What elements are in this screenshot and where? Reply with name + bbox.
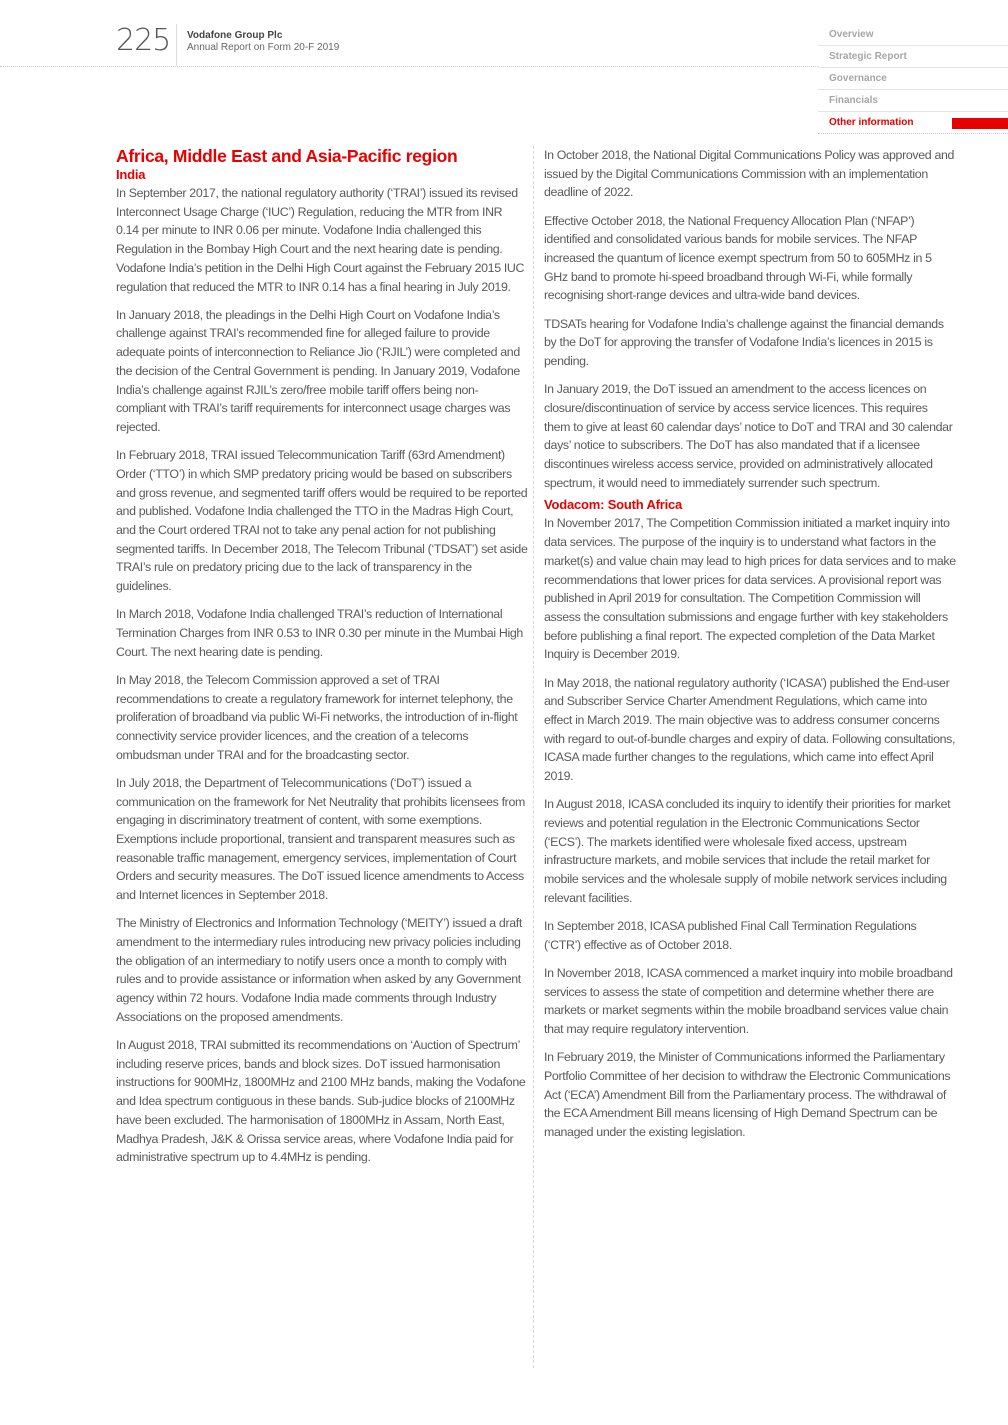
paragraph: In March 2018, Vodafone India challenged TRAI’s reduction of International Termination Charges from INR 0.53 to INR 0.30 per minute in the Mumbai High Court. The next hearing date is pending. [116, 607, 523, 659]
page-number: 225 [116, 23, 171, 58]
nav-item-governance[interactable] [818, 68, 1008, 90]
right-column [544, 146, 956, 1151]
paragraph: In October 2018, the National Digital Communications Policy was approved and issued by the Digital Communications Commission with an implementation deadline of 2022. [544, 148, 955, 200]
nav-item-label: Strategic Report [829, 51, 907, 62]
subsection-title-india: India [116, 167, 146, 182]
paragraph: In May 2018, the national regulatory authority (‘ICASA’) published the End-user and Subscriber Service Charter Amendment Regulations, which came into effect in March 2019. The main objective was to address consumer concerns with regard to out-of-bundle charges and expiry of data. Following consultations, ICASA made further changes to the regulations, which came into effect April 2019. [544, 675, 956, 784]
left-column [116, 146, 528, 1176]
paragraph: In February 2018, TRAI issued Telecommunication Tariff (63rd Amendment) Order (‘TTO’) in which SMP predatory pricing would be based on subscribers and gross revenue, and segmented tariff offers would be required to be reported and published. Vodafone India challenged the TTO in the Madras High Court, and the Court ordered TRAI not to take any penal action for not publishing segmented tariffs. In December 2018, The Telecom Tribunal (‘TDSAT’) set aside TRAI’s rule on predatory pricing due to the lack of transparency in the guidelines. [116, 448, 528, 594]
nav-item-label: Overview [829, 29, 874, 40]
paragraph: In August 2018, TRAI submitted its recommendations on ‘Auction of Spectrum’ including reserve prices, bands and block sizes. DoT issued harmonisation instructions for 900MHz, 1800MHz and 2100 MHz bands, making the Vodafone and Idea spectrum contiguous in these bands. Sub-judice blocks of 2100MHz have been excluded. The harmonisation of 1800MHz in Assam, North East, Madhya Pradesh, J&K & Orissa service areas, where Vodafone India paid for administrative spectrum up to 4.4MHz is pending. [116, 1038, 526, 1165]
nav-item-label: Governance [829, 73, 887, 84]
paragraph: In November 2017, The Competition Commission initiated a market inquiry into data services. The purpose of the inquiry is to understand what factors in the market(s) and value chain may lead to high prices for data services and to make recommendations that lower prices for data services. A provisional report was published in April 2019 for consultation. The Competition Commission will assess the consultation submissions and engage further with key stakeholders before publishing a final report. The expected completion of the Data Market Inquiry is December 2019. [544, 516, 956, 662]
company-name: Vodafone Group Plc [187, 30, 283, 41]
nav-item-label: Financials [829, 95, 878, 106]
paragraph: In September 2017, the national regulatory authority (‘TRAI’) issued its revised Interconnect Usage Charge (‘IUC’) Regulation, reducing the MTR from INR 0.14 per minute to INR 0.06 per minute. Vodafone India challenged this Regulation in the Bombay High Court and the next hearing date is pending. Vodafone India’s petition in the Delhi High Court against the February 2015 IUC regulation that reduced the MTR to INR 0.14 has a final hearing in July 2019. [116, 186, 525, 294]
column-divider [533, 146, 534, 1368]
paragraph: In May 2018, the Telecom Commission approved a set of TRAI recommendations to create a regulatory framework for internet telephony, the proliferation of broadband via public Wi-Fi networks, the introduction of in-flight connectivity service provider licences, and the creation of a telecoms ombudsman under TRAI and for the broadcasting sector. [116, 672, 518, 762]
report-title: Annual Report on Form 20-F 2019 [187, 42, 340, 53]
paragraph: In July 2018, the Department of Telecommunications (‘DoT’) issued a communication on the framework for Net Neutrality that prohibits licensees from engaging in discriminatory treatment of content, with some exemptions. Exemptions include proportional, transient and transparent measures such as reasonable traffic management, emergency services, implementation of Court Orders and security measures. The DoT issued licence amendments to Access and Internet licences in September 2018. [116, 775, 525, 903]
paragraph: In September 2018, ICASA published Final Call Termination Regulations (‘CTR’) effective as of October 2018. [544, 919, 917, 952]
paragraph: In January 2019, the DoT issued an amendment to the access licences on closure/discontinuation of service by access service licences. This requires them to give at least 60 calendar days’ notice to DoT and TRAI and 30 calendar days’ notice to subscribers. The DoT has also mandated that if a licensee discontinues wireless access service, provided on administratively allocated spectrum, it would need to immediately surrender such spectrum. [544, 382, 953, 490]
paragraph: In August 2018, ICASA concluded its inquiry to identify their priorities for market reviews and potential regulation in the Electronic Communications Sector (‘ECS’). The markets identified were wholesale fixed access, upstream infrastructure markets, and mobile services that include the retail market for mobile services and the wholesale supply of mobile network services including relevant facilities. [544, 797, 951, 905]
subsection-title-vodacom: Vodacom: South Africa [544, 497, 683, 513]
section-title: Africa, Middle East and Asia-Pacific region [116, 146, 458, 166]
active-section-marker [952, 118, 1008, 129]
paragraph: Effective October 2018, the National Frequency Allocation Plan (‘NFAP’) identified and consolidated various bands for mobile services. The NFAP increased the quantum of licence exempt spectrum from 50 to 605MHz in 5 GHz band to promote hi-speed broadband through Wi-Fi, while formally recognising short-range devices and ultra-wide band devices. [544, 213, 932, 303]
nav-item-other-information[interactable] [818, 112, 1008, 134]
nav-item-financials[interactable] [818, 90, 1008, 112]
paragraph: The Ministry of Electronics and Information Technology (‘MEITY’) issued a draft amendment to the intermediary rules introducing new privacy policies including the obligation of an intermediary to notify users once a month to comply with rules and to provide assistance or information when asked by any Government agency within 72 hours. Vodafone India made comments through Industry Associations on the proposed amendments. [116, 916, 522, 1024]
header-rule [0, 66, 818, 67]
nav-item-label: Other information [829, 117, 914, 128]
nav-item-overview[interactable] [818, 24, 1008, 46]
paragraph: In November 2018, ICASA commenced a market inquiry into mobile broadband services to assess the state of competition and determine whether there are markets or market segments within the mobile broadband services value chain that may require regulatory intervention. [544, 965, 953, 1037]
header-divider [176, 24, 177, 66]
paragraph: In February 2019, the Minister of Communications informed the Parliamentary Portfolio Committee of her decision to withdraw the Electronic Communications Act (‘ECA’) Amendment Bill from the Parliamentary process. The withdrawal of the ECA Amendment Bill means licensing of High Demand Spectrum can be managed under the existing legislation. [544, 1050, 951, 1140]
paragraph: TDSATs hearing for Vodafone India’s challenge against the financial demands by the DoT for approving the transfer of Vodafone India’s licences in 2015 is pending. [544, 316, 944, 369]
paragraph: In January 2018, the pleadings in the Delhi High Court on Vodafone India’s challenge against TRAI’s recommended fine for alleged failure to provide adequate points of interconnection to Reliance Jio (‘RJIL’) were completed and the decision of the Central Government is pending. In January 2019, Vodafone India’s challenge against RJIL’s zero/free mobile tariff offers being non-compliant with TRAI’s tariff requirements for interconnect usage charges was rejected. [116, 307, 520, 434]
nav-item-strategic-report[interactable] [818, 46, 1008, 68]
section-nav [818, 24, 1008, 134]
